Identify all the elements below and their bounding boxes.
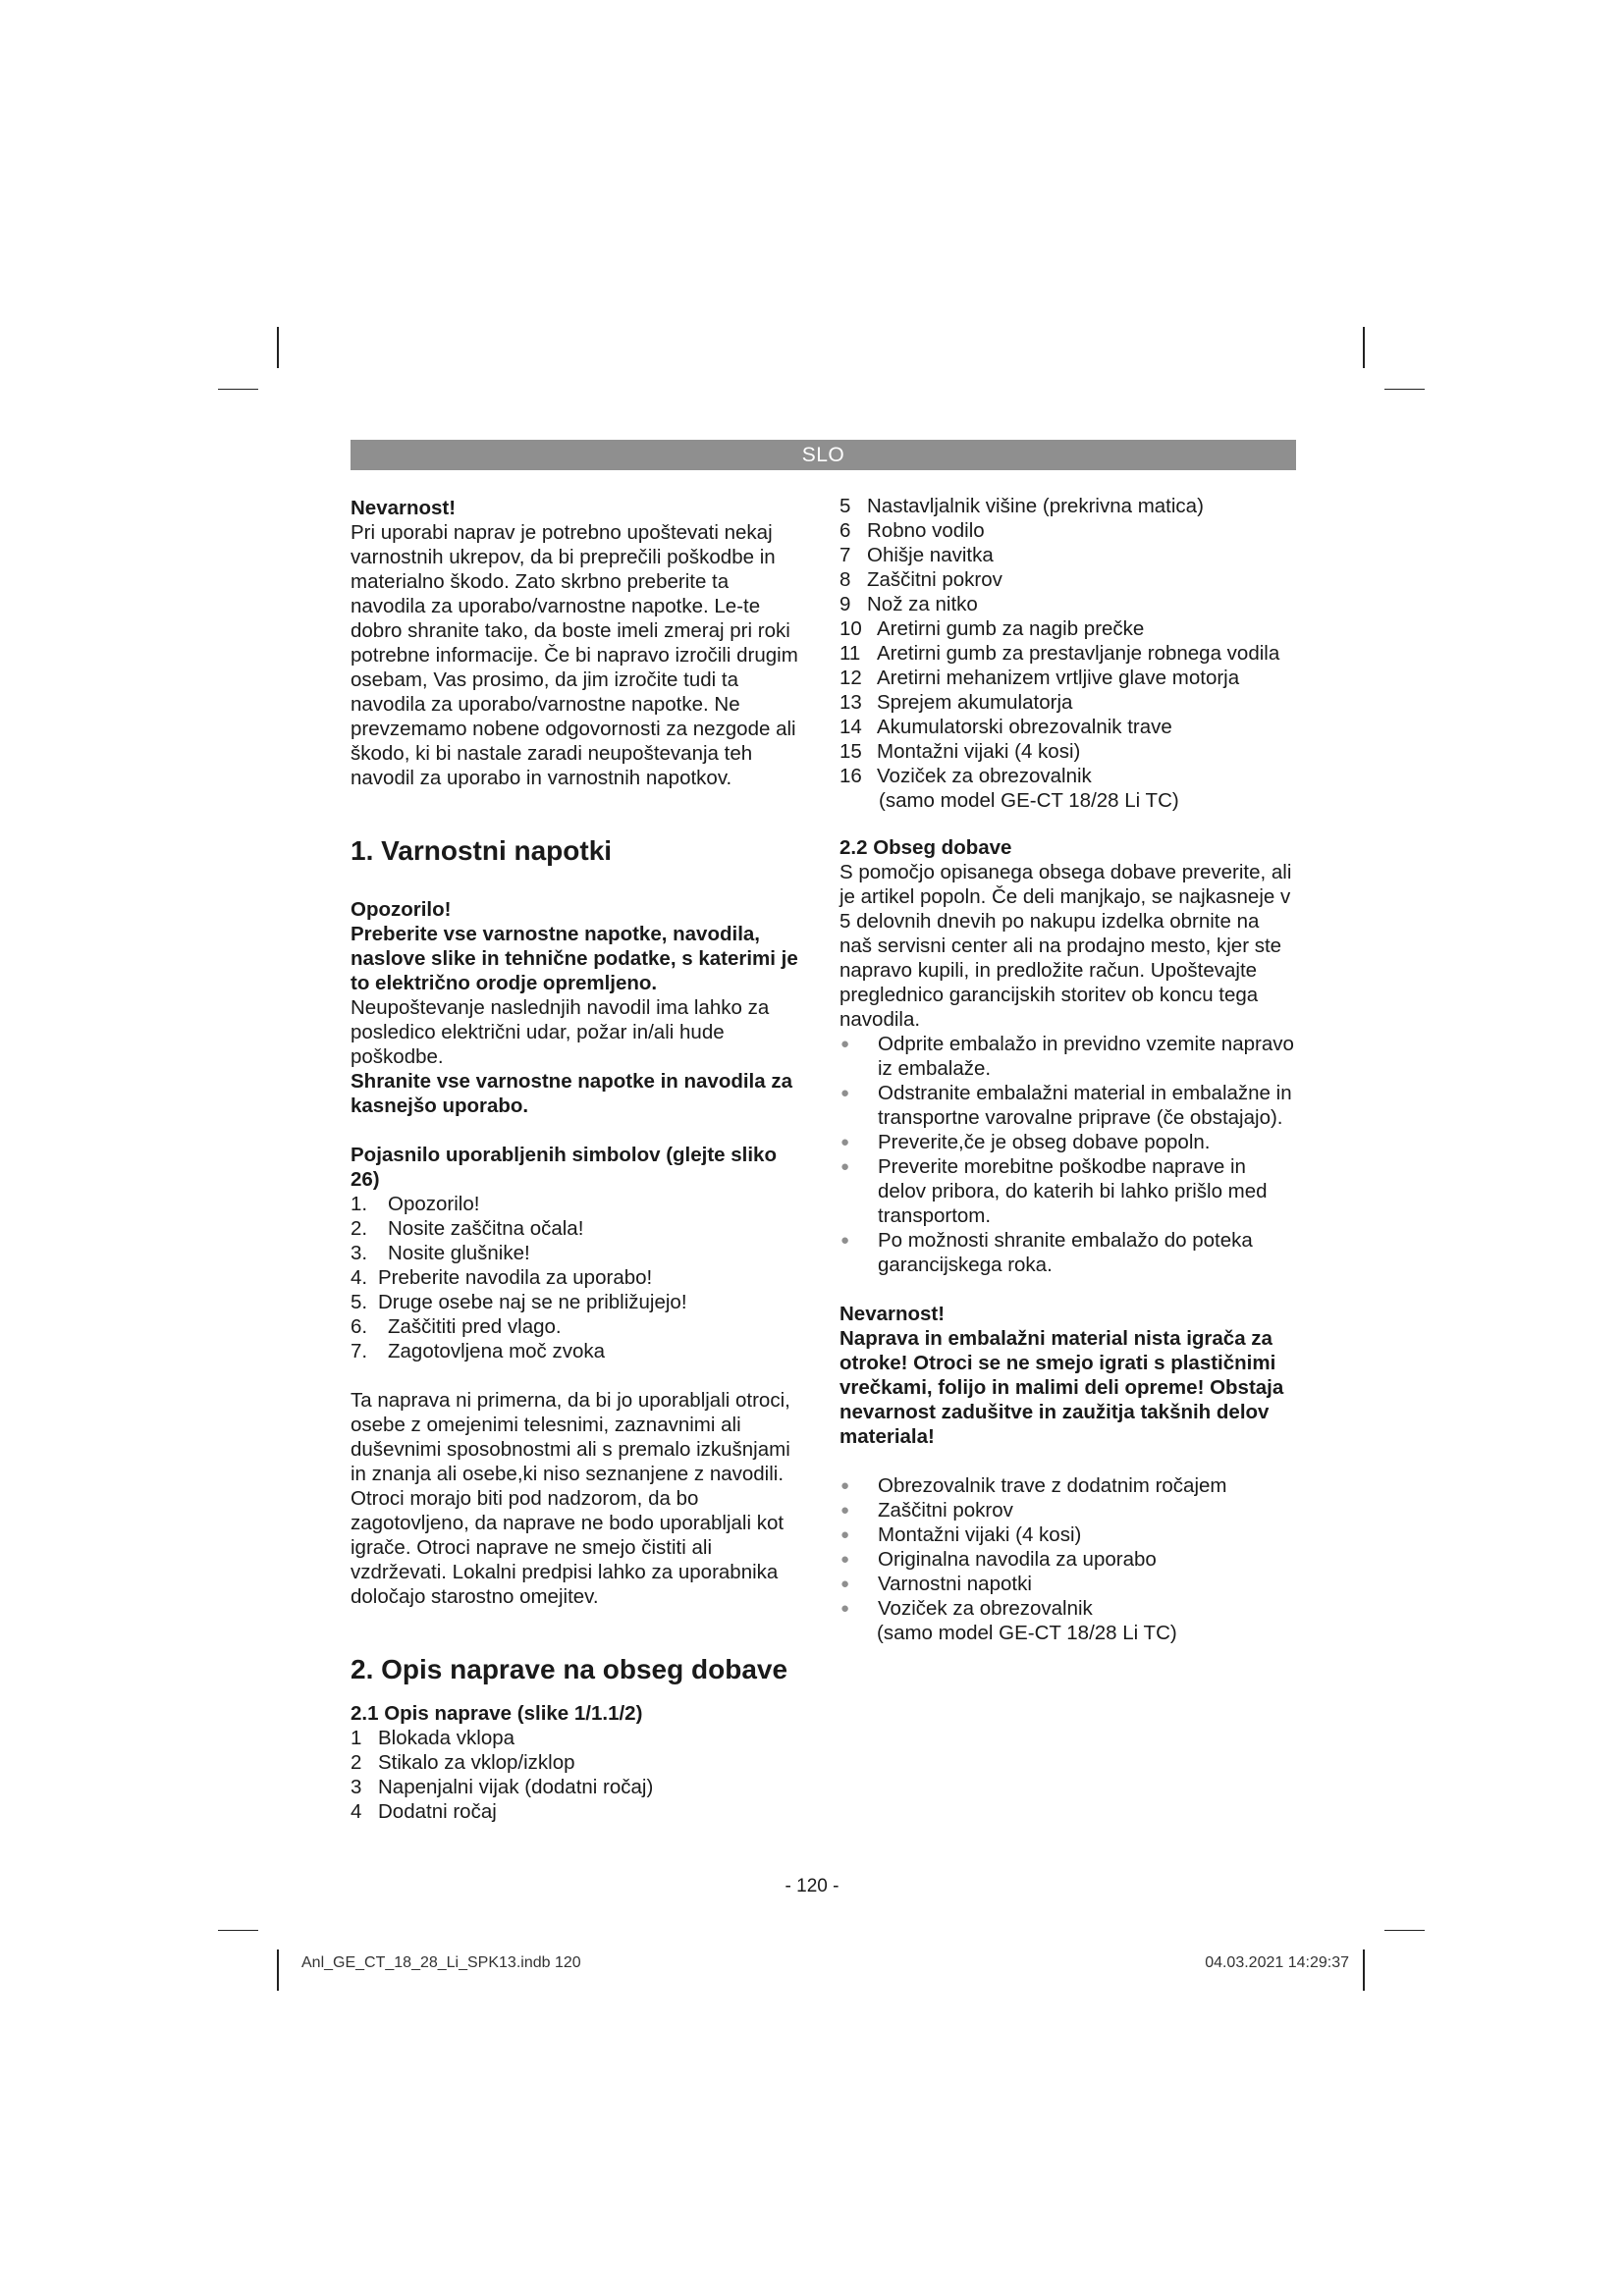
list-item: 11 Aretirni gumb za prestavljanje robnega vodila xyxy=(839,642,1280,665)
crop-mark xyxy=(1363,327,1365,368)
warning-title: Opozorilo! xyxy=(351,898,452,921)
list-item: ● Zaščitni pokrov xyxy=(840,1499,1013,1522)
warning-text: Neupoštevanje naslednjih navodil ima lahko za posledico električni udar, požar in/ali hude poškodbe. xyxy=(351,996,770,1068)
crop-mark xyxy=(277,327,279,368)
crop-mark xyxy=(1384,389,1425,390)
part-16-note: (samo model GE-CT 18/28 Li TC) xyxy=(879,789,1179,812)
scope-note: (samo model GE-CT 18/28 Li TC) xyxy=(877,1622,1177,1644)
children-notice: Ta naprava ni primerna, da bi jo uporabljali otroci, osebe z omejenimi telesnimi, zaznavnimi ali duševnimi sposobnostmi ali s premalo izkušnjami in znanja ali osebe,ki niso seznanjene z navodili. Otroci morajo biti pod nadzorom, da bo zagotovljeno, da naprave ne bodo uporabljali kot igrače. Otroci naprave ne smejo čistiti ali vzdrževati. Lokalni predpisi lahko za uporabnika določajo starostno omejitev. xyxy=(351,1389,790,1608)
check-list xyxy=(839,1032,1296,1277)
list-item: ● Obrezovalnik trave z dodatnim ročajem xyxy=(840,1474,1227,1497)
danger-2-title: Nevarnost! xyxy=(839,1303,946,1325)
list-item: 14 Akumulatorski obrezovalnik trave xyxy=(839,716,1172,738)
crop-mark xyxy=(277,1949,279,1991)
page-number: - 120 - xyxy=(785,1876,839,1896)
list-item: 5. Druge osebe naj se ne približujejo! xyxy=(351,1291,687,1313)
list-item: 6. Zaščititi pred vlago. xyxy=(351,1315,562,1338)
danger-title: Nevarnost! xyxy=(351,497,457,519)
list-item: ● Montažni vijaki (4 kosi) xyxy=(840,1523,1082,1546)
crop-mark xyxy=(218,389,258,390)
list-item: 2 Stikalo za vklop/izklop xyxy=(351,1751,575,1774)
list-item: ● Voziček za obrezovalnik xyxy=(840,1597,1093,1620)
language-header: SLO xyxy=(351,440,1296,470)
list-item: ● Originalna navodila za uporabo xyxy=(840,1548,1157,1571)
list-item: 7. Zagotovljena moč zvoka xyxy=(351,1340,606,1362)
delivery-scope-list xyxy=(839,1473,1296,1645)
subsection-2-2-title: 2.2 Obseg dobave xyxy=(839,836,1012,859)
footer-file: Anl_GE_CT_18_28_Li_SPK13.indb 120 xyxy=(301,1954,581,1971)
list-item: ● Preverite,če je obseg dobave popoln. xyxy=(840,1131,1211,1153)
parts-list xyxy=(839,494,1296,813)
crop-mark xyxy=(218,1930,258,1931)
scope-check-text: S pomočjo opisanega obsega dobave preverite, ali je artikel popoln. Če deli manjkajo, se najkasneje v 5 delovnih dnevih po nakupu izdelka obrnite na naš servisni center ali na prodajno mesto, kjer ste napravo kupili, in predložite račun. Upoštevajte preglednico garancijskih storitev ob koncu tega navodila. xyxy=(839,861,1292,1031)
list-item: 16 Voziček za obrezovalnik xyxy=(839,765,1092,787)
crop-mark xyxy=(1384,1930,1425,1931)
section-1-title: 1. Varnostni napotki xyxy=(351,835,613,866)
list-item: 3 Napenjalni vijak (dodatni ročaj) xyxy=(351,1776,654,1798)
list-item: 3. Nosite glušnike! xyxy=(351,1242,530,1264)
subsection-2-1-title: 2.1 Opis naprave (slike 1/1.1/2) xyxy=(351,1702,643,1725)
symbols-list xyxy=(351,1192,802,1363)
parts-list xyxy=(351,1726,802,1824)
list-item: 7 Ohišje navitka xyxy=(839,544,994,566)
list-item: 9 Nož za nitko xyxy=(839,593,978,615)
warning-bold: Preberite vse varnostne napotke, navodila, naslove slike in tehnične podatke, s katerimi je to električno orodje opremljeno. xyxy=(351,923,798,994)
list-item: 2. Nosite zaščitna očala! xyxy=(351,1217,584,1240)
list-item: 4 Dodatni ročaj xyxy=(351,1800,497,1823)
list-item: 10 Aretirni gumb za nagib prečke xyxy=(839,617,1145,640)
left-column xyxy=(351,496,802,1824)
list-item: ● Varnostni napotki xyxy=(840,1573,1032,1595)
section-2-title: 2. Opis naprave na obseg dobave xyxy=(351,1654,788,1684)
list-item: 12 Aretirni mehanizem vrtljive glave motorja xyxy=(839,667,1240,689)
list-item: 8 Zaščitni pokrov xyxy=(839,568,1002,591)
list-item: 15 Montažni vijaki (4 kosi) xyxy=(839,740,1081,763)
list-item: ● Odprite embalažo in previdno vzemite napravo iz embalaže. xyxy=(840,1033,1294,1080)
list-item: 4. Preberite navodila za uporabo! xyxy=(351,1266,653,1289)
list-item: ● Preverite morebitne poškodbe naprave in delov pribora, do katerih bi lahko prišlo med transportom. xyxy=(840,1155,1268,1227)
right-column xyxy=(839,494,1296,1645)
list-item: 1 Blokada vklopa xyxy=(351,1727,515,1749)
danger-2-text: Naprava in embalažni material nista igrača za otroke! Otroci se ne smejo igrati s plastičnimi vrečkami, folijo in malimi deli opreme! Obstaja nevarnost zadušitve in zaužitja takšnih delov materiala! xyxy=(839,1327,1284,1448)
footer-datetime: 04.03.2021 14:29:37 xyxy=(1205,1954,1349,1971)
list-item: 1. Opozorilo! xyxy=(351,1193,480,1215)
symbols-title: Pojasnilo uporabljenih simbolov (glejte sliko 26) xyxy=(351,1144,777,1191)
list-item: 6 Robno vodilo xyxy=(839,519,985,542)
crop-mark xyxy=(1363,1949,1365,1991)
list-item: 5 Nastavljalnik višine (prekrivna matica) xyxy=(839,495,1204,517)
list-item: ● Po možnosti shranite embalažo do poteka garancijskega roka. xyxy=(840,1229,1253,1276)
keep-instructions: Shranite vse varnostne napotke in navodila za kasnejšo uporabo. xyxy=(351,1070,792,1117)
list-item: ● Odstranite embalažni material in embalažne in transportne varovalne priprave (če obstajajo). xyxy=(840,1082,1292,1129)
list-item: 13 Sprejem akumulatorja xyxy=(839,691,1073,714)
danger-text: Pri uporabi naprav je potrebno upoštevati nekaj varnostnih ukrepov, da bi preprečili poškodbe in materialno škodo. Zato skrbno preberite ta navodila za uporabo/varnostne napotke. Le-te dobro shranite tako, da boste imeli zmeraj pri roki potrebne informacije. Če bi napravo izročili drugim osebam, Vas prosimo, da jim izročite tudi ta navodila za uporabo/varnostne napotke. Ne prevzemamo nobene odgovornosti za nezgode ali škodo, ki bi nastale zaradi neupoštevanja teh navodil za uporabo in varnostnih napotkov. xyxy=(351,521,798,789)
